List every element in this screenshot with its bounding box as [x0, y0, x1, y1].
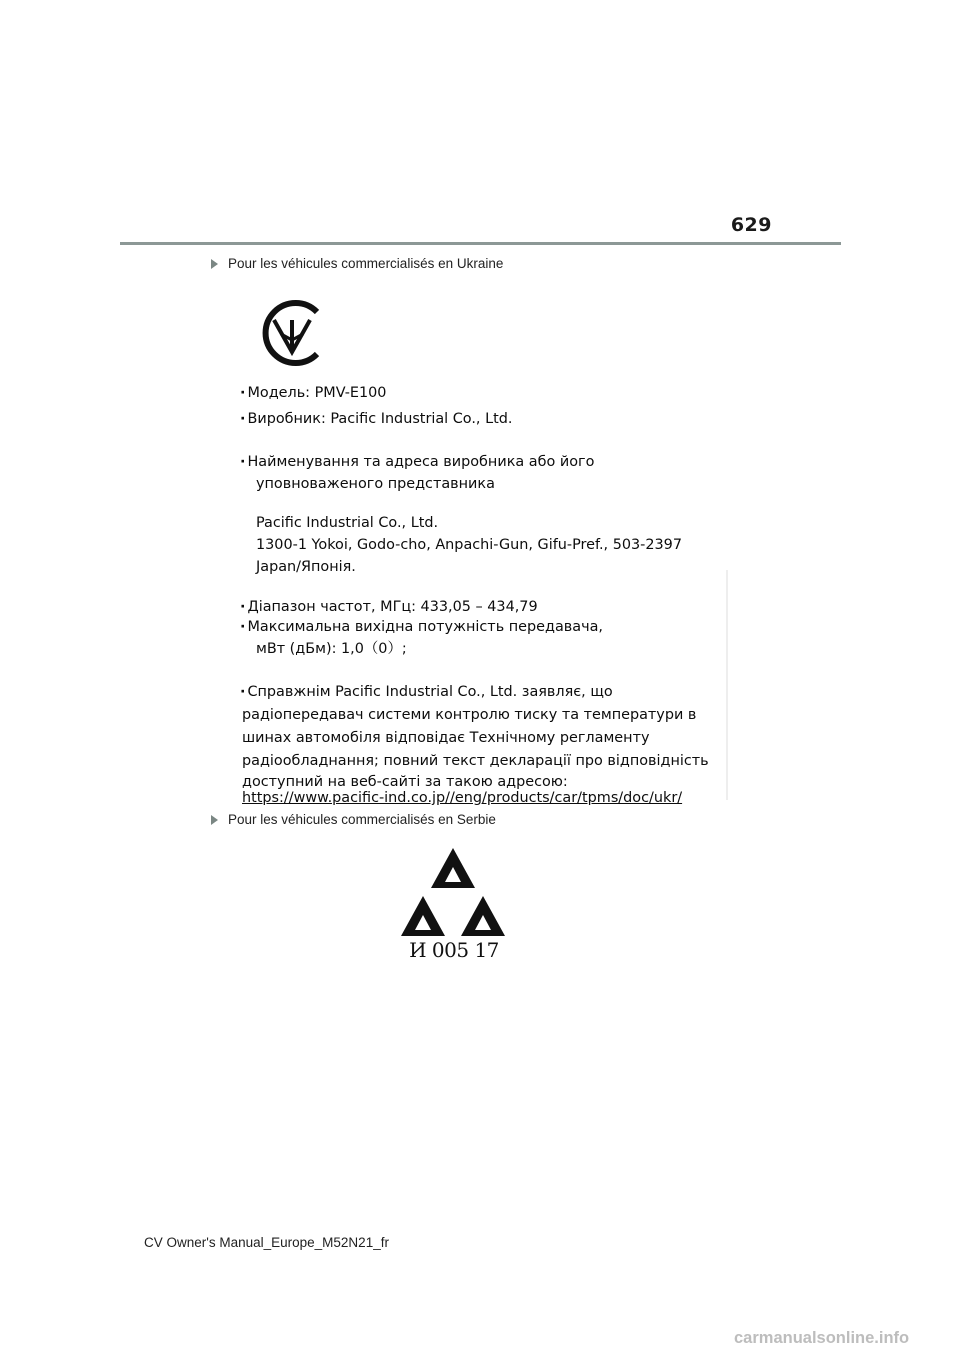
- section-heading-ukraine: [211, 256, 503, 271]
- declaration-url[interactable]: https://www.pacific-ind.co.jp//eng/products/car/tpms/doc/ukr/: [242, 790, 683, 806]
- ukrainian-conformity-mark-icon: [257, 298, 327, 368]
- power-line-1: · Максимальна вихідна потужність передавача,: [240, 619, 603, 635]
- representative-line-1: · Найменування та адреса виробника або його: [240, 454, 595, 470]
- page-number: 629: [730, 214, 772, 236]
- company-name: Pacific Industrial Co., Ltd.: [256, 515, 439, 531]
- company-address: 1300-1 Yokoi, Godo-cho, Anpachi-Gun, Gifu-Pref., 503-2397: [256, 537, 682, 553]
- header-rule: [120, 242, 841, 245]
- statement-line-3: шинах автомобіля відповідає Технічному регламенту: [242, 730, 650, 746]
- frequency-line: · Діапазон частот, МГц: 433,05 – 434,79: [240, 599, 538, 615]
- watermark: carmanualsonline.info: [734, 1329, 910, 1347]
- statement-line-4: радіообладнання; повний текст декларації про відповідність: [242, 753, 709, 769]
- representative-line-2: уповноваженого представника: [256, 476, 495, 492]
- section-heading-ukraine-text: Pour les véhicules commercialisés en Ukraine: [228, 256, 504, 271]
- power-line-2: мВт (дБм): 1,0（0）;: [256, 641, 407, 657]
- statement-line-5: доступний на веб-сайті за такою адресою:: [242, 774, 568, 790]
- statement-line-1: · Справжнім Pacific Industrial Co., Ltd. заявляє, що: [240, 684, 613, 700]
- section-heading-serbia: [211, 812, 496, 827]
- triangle-bullet-icon: [211, 259, 218, 269]
- section-heading-serbia-text: Pour les véhicules commercialisés en Serbie: [228, 812, 496, 827]
- manufacturer-line: · Виробник: Pacific Industrial Co., Ltd.: [240, 411, 513, 427]
- triangle-bullet-icon: [211, 815, 218, 825]
- footer-manual-id: CV Owner's Manual_Europe_M52N21_fr: [144, 1235, 389, 1250]
- ukraine-declaration-panel: [232, 282, 730, 808]
- model-line: · Модель: PMV-E100: [240, 385, 387, 401]
- company-country: Japan/Японія.: [256, 559, 356, 575]
- statement-line-2: радіопередавач системи контролю тиску та температури в: [242, 707, 697, 723]
- scan-edge: [726, 570, 728, 800]
- serbian-mark-code: И 005 17: [409, 938, 499, 962]
